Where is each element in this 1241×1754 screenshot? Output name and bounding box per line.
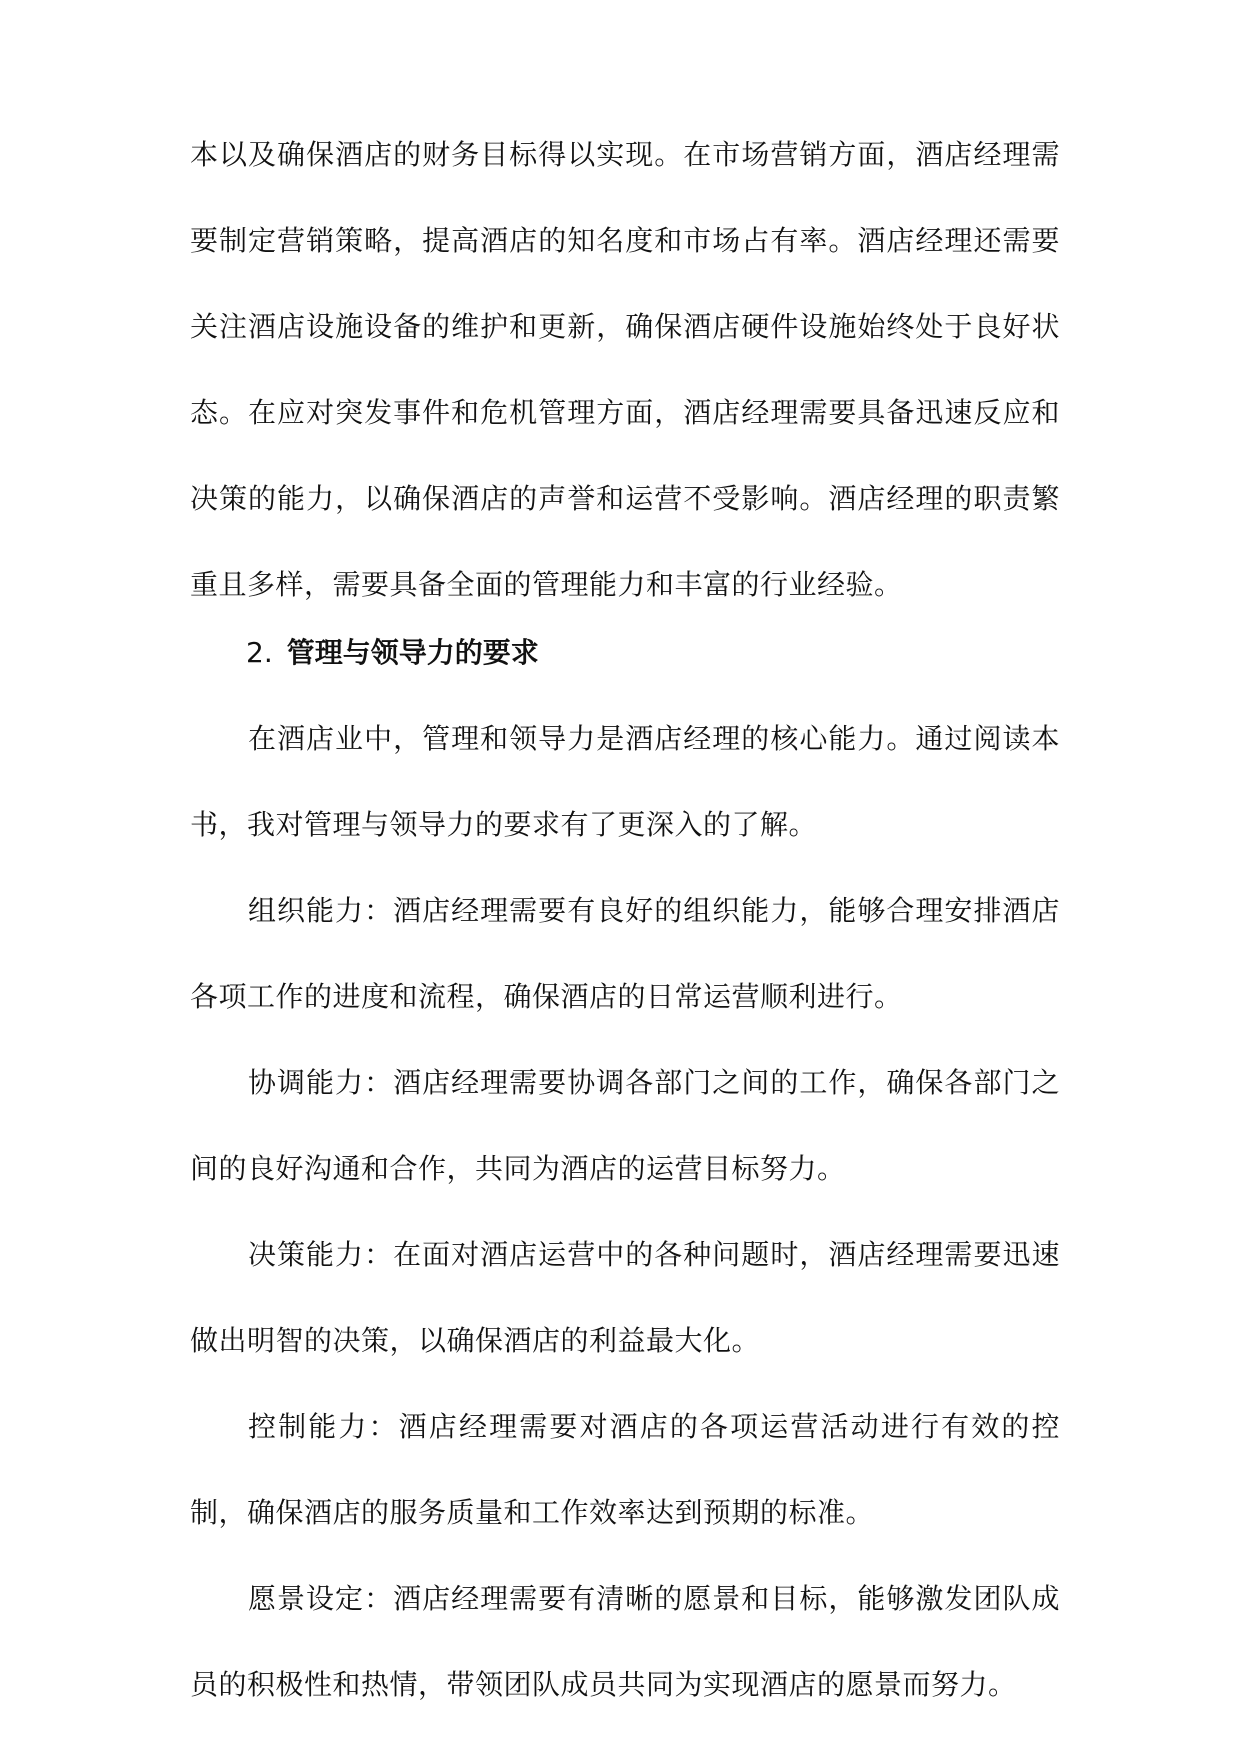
section-heading <box>246 610 539 696</box>
intro-paragraph: 在酒店业中，管理和领导力是酒店经理的核心能力。通过阅读本书，我对管理与领导力的要求有了更深入的了解。 <box>190 722 1060 841</box>
vision-paragraph: 愿景设定：酒店经理需要有清晰的愿景和目标，能够激发团队成员的积极性和热情，带领团队成员共同为实现酒店的愿景而努力。 <box>190 1582 1060 1701</box>
continued-paragraph: 本以及确保酒店的财务目标得以实现。在市场营销方面，酒店经理需要制定营销策略，提高酒店的知名度和市场占有率。酒店经理还需要关注酒店设施设备的维护和更新，确保酒店硬件设施始终处于良好状态。在应对突发事件和危机管理方面，酒店经理需要具备迅速反应和决策的能力，以确保酒店的声誉和运营不受影响。酒店经理的职责繁重且多样，需要具备全面的管理能力和丰富的行业经验。 <box>190 138 1060 601</box>
decision-paragraph: 决策能力：在面对酒店运营中的各种问题时，酒店经理需要迅速做出明智的决策，以确保酒店的利益最大化。 <box>190 1238 1060 1357</box>
section-title: 管理与领导力的要求 <box>286 636 539 669</box>
organization-paragraph: 组织能力：酒店经理需要有良好的组织能力，能够合理安排酒店各项工作的进度和流程，确保酒店的日常运营顺利进行。 <box>190 894 1060 1013</box>
coordination-paragraph: 协调能力：酒店经理需要协调各部门之间的工作，确保各部门之间的良好沟通和合作，共同为酒店的运营目标努力。 <box>190 1066 1060 1185</box>
section-number: 2. <box>246 636 273 669</box>
control-paragraph: 控制能力：酒店经理需要对酒店的各项运营活动进行有效的控制，确保酒店的服务质量和工作效率达到预期的标准。 <box>190 1410 1060 1529</box>
